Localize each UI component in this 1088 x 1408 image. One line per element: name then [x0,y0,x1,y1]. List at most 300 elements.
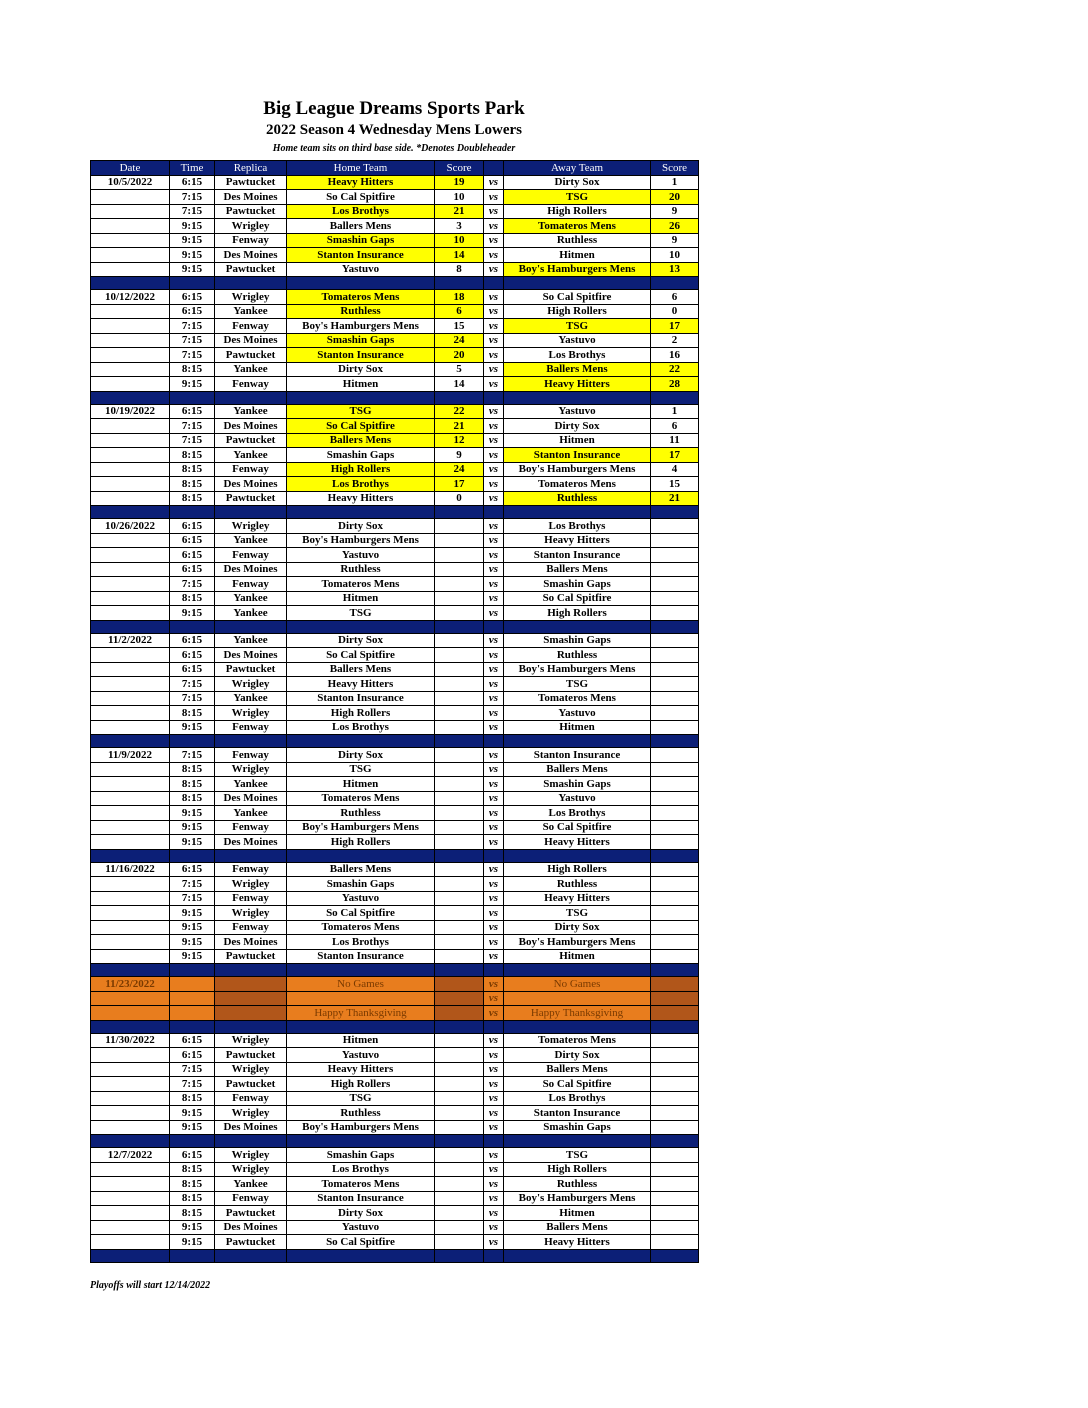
game-replica: Wrigley [215,706,287,721]
game-time: 9:15 [170,606,215,621]
separator-cell [215,277,287,290]
separator-cell [504,964,651,977]
away-score [651,720,699,735]
playoffs-note: Playoffs will start 12/14/2022 [90,1280,211,1291]
vs-label: vs [484,1091,504,1106]
game-replica: Des Moines [215,419,287,434]
away-team: Los Brothys [504,348,651,363]
game-replica: Wrigley [215,519,287,534]
separator-cell [435,964,484,977]
table-row [91,606,699,621]
table-row [91,1033,699,1048]
game-replica: Wrigley [215,877,287,892]
vs-label: vs [484,633,504,648]
game-time: 9:15 [170,720,215,735]
game-time: 7:15 [170,677,215,692]
col-header-replica: Replica [215,161,287,176]
game-replica: Wrigley [215,1033,287,1048]
away-team: No Games [504,977,651,992]
separator-cell [651,620,699,633]
game-replica: Fenway [215,748,287,763]
home-team: TSG [287,1091,435,1106]
game-time: 7:15 [170,1062,215,1077]
game-replica: Yankee [215,533,287,548]
away-score: 22 [651,362,699,377]
away-score [651,691,699,706]
game-date [91,991,170,1006]
game-date [91,1106,170,1121]
table-header-row [91,161,699,176]
home-score [435,648,484,663]
game-replica: Wrigley [215,1106,287,1121]
home-team: Smashin Gaps [287,877,435,892]
game-time: 6:15 [170,648,215,663]
away-score [651,977,699,992]
separator-cell [91,1020,170,1033]
week-separator [91,506,699,519]
game-replica: Yankee [215,633,287,648]
separator-cell [651,506,699,519]
game-replica: Yankee [215,404,287,419]
home-team: High Rollers [287,706,435,721]
home-score [435,777,484,792]
separator-cell [504,277,651,290]
home-team: Tomateros Mens [287,1177,435,1192]
away-score [651,949,699,964]
game-time: 9:15 [170,949,215,964]
away-score [651,820,699,835]
home-score [435,977,484,992]
home-score [435,562,484,577]
away-team: Hitmen [504,1206,651,1221]
home-team: Happy Thanksgiving [287,1006,435,1021]
game-date [91,204,170,219]
away-score: 9 [651,233,699,248]
game-replica: Fenway [215,319,287,334]
table-row [91,1106,699,1121]
separator-cell [287,964,435,977]
page-title: Big League Dreams Sports Park [263,98,525,119]
separator-cell [215,391,287,404]
away-team: So Cal Spitfire [504,1077,651,1092]
game-replica: Wrigley [215,1062,287,1077]
vs-label: vs [484,920,504,935]
home-team: High Rollers [287,835,435,850]
game-date [91,777,170,792]
holiday-row [91,1006,699,1021]
game-date: 10/12/2022 [91,290,170,305]
col-header-home-team: Home Team [287,161,435,176]
away-score [651,748,699,763]
game-replica: Pawtucket [215,204,287,219]
game-replica: Fenway [215,920,287,935]
home-team: Boy's Hamburgers Mens [287,1120,435,1135]
away-score: 17 [651,319,699,334]
separator-cell [91,849,170,862]
game-date [91,1077,170,1092]
home-score [435,935,484,950]
game-time: 9:15 [170,820,215,835]
vs-label: vs [484,835,504,850]
game-time: 6:15 [170,1033,215,1048]
home-score: 21 [435,204,484,219]
game-replica: Des Moines [215,477,287,492]
table-row [91,949,699,964]
game-time: 8:15 [170,591,215,606]
home-score [435,906,484,921]
vs-label: vs [484,1148,504,1163]
separator-cell [484,1135,504,1148]
game-time: 9:15 [170,1106,215,1121]
table-row [91,577,699,592]
vs-label: vs [484,1062,504,1077]
home-team [287,991,435,1006]
home-team: Yastuvo [287,891,435,906]
home-team: Heavy Hitters [287,491,435,506]
game-date [91,319,170,334]
game-time: 7:15 [170,433,215,448]
vs-label: vs [484,1077,504,1092]
away-team: Ruthless [504,648,651,663]
game-replica: Des Moines [215,648,287,663]
game-replica: Pawtucket [215,662,287,677]
separator-cell [215,1135,287,1148]
separator-cell [287,506,435,519]
table-row [91,648,699,663]
away-team: High Rollers [504,1162,651,1177]
game-date [91,548,170,563]
game-time: 9:15 [170,906,215,921]
away-team: Boy's Hamburgers Mens [504,935,651,950]
separator-cell [91,391,170,404]
table-row [91,891,699,906]
home-score: 15 [435,319,484,334]
away-score [651,1177,699,1192]
week-separator [91,1135,699,1148]
home-team: Stanton Insurance [287,949,435,964]
away-team: Ballers Mens [504,562,651,577]
home-score [435,862,484,877]
vs-label: vs [484,1048,504,1063]
table-row [91,633,699,648]
home-score [435,519,484,534]
game-time: 9:15 [170,233,215,248]
home-score [435,1162,484,1177]
col-header-away-score: Score [651,161,699,176]
table-row [91,1220,699,1235]
table-row [91,562,699,577]
separator-cell [504,735,651,748]
game-time: 6:15 [170,304,215,319]
separator-cell [484,620,504,633]
away-score [651,548,699,563]
table-row [91,448,699,463]
game-time: 6:15 [170,633,215,648]
away-score [651,662,699,677]
table-row [91,1062,699,1077]
home-team: Dirty Sox [287,362,435,377]
game-replica: Fenway [215,820,287,835]
vs-label: vs [484,362,504,377]
vs-label: vs [484,204,504,219]
home-team: Ballers Mens [287,662,435,677]
away-score [651,1191,699,1206]
game-time: 7:15 [170,891,215,906]
game-date [91,949,170,964]
week-separator [91,849,699,862]
away-team: Tomateros Mens [504,219,651,234]
separator-cell [287,735,435,748]
game-replica: Pawtucket [215,262,287,277]
separator-cell [504,1249,651,1262]
away-team: So Cal Spitfire [504,290,651,305]
home-score: 20 [435,348,484,363]
home-score: 14 [435,377,484,392]
vs-label: vs [484,477,504,492]
away-score [651,1106,699,1121]
game-replica: Des Moines [215,333,287,348]
away-team: Dirty Sox [504,419,651,434]
game-replica: Des Moines [215,791,287,806]
away-score: 0 [651,304,699,319]
game-date [91,448,170,463]
home-score [435,720,484,735]
game-replica: Des Moines [215,1220,287,1235]
table-row [91,835,699,850]
home-score [435,1191,484,1206]
away-score [651,577,699,592]
away-score [651,1148,699,1163]
vs-label: vs [484,662,504,677]
home-team: TSG [287,404,435,419]
game-replica: Yankee [215,448,287,463]
game-date [91,591,170,606]
game-date [91,891,170,906]
home-score [435,1206,484,1221]
home-score [435,748,484,763]
away-team: Hitmen [504,720,651,735]
game-date: 11/30/2022 [91,1033,170,1048]
home-team: Hitmen [287,777,435,792]
home-score [435,877,484,892]
game-time: 8:15 [170,1162,215,1177]
table-row [91,762,699,777]
game-date: 11/2/2022 [91,633,170,648]
away-team: Smashin Gaps [504,1120,651,1135]
away-score [651,791,699,806]
game-replica: Des Moines [215,1120,287,1135]
home-score: 24 [435,462,484,477]
table-row [91,1235,699,1250]
game-date: 11/23/2022 [91,977,170,992]
separator-cell [651,849,699,862]
away-score: 21 [651,491,699,506]
game-replica: Des Moines [215,190,287,205]
away-score [651,1206,699,1221]
home-score [435,820,484,835]
away-score: 6 [651,290,699,305]
week-separator [91,1249,699,1262]
game-date [91,219,170,234]
separator-cell [504,620,651,633]
home-score [435,991,484,1006]
table-row [91,304,699,319]
separator-cell [651,277,699,290]
separator-cell [170,1020,215,1033]
vs-label: vs [484,1106,504,1121]
page-note: Home team sits on third base side. *Denotes Doubleheader [272,143,516,154]
game-time: 8:15 [170,1206,215,1221]
vs-label: vs [484,949,504,964]
table-row [91,175,699,190]
away-score [651,1235,699,1250]
separator-cell [484,1249,504,1262]
game-date: 11/16/2022 [91,862,170,877]
home-team: Yastuvo [287,1220,435,1235]
separator-cell [215,620,287,633]
separator-cell [651,391,699,404]
home-team: So Cal Spitfire [287,419,435,434]
vs-label: vs [484,319,504,334]
home-score [435,1033,484,1048]
vs-label: vs [484,1220,504,1235]
game-time: 8:15 [170,762,215,777]
home-score [435,1006,484,1021]
separator-cell [215,1020,287,1033]
game-date: 10/19/2022 [91,404,170,419]
home-score: 10 [435,190,484,205]
home-team: Dirty Sox [287,519,435,534]
separator-cell [91,1135,170,1148]
home-score: 10 [435,233,484,248]
home-team: Stanton Insurance [287,691,435,706]
week-separator [91,1020,699,1033]
game-replica: Des Moines [215,248,287,263]
table-row [91,862,699,877]
away-team: So Cal Spitfire [504,820,651,835]
away-team: Smashin Gaps [504,777,651,792]
game-replica: Pawtucket [215,1206,287,1221]
table-row [91,777,699,792]
game-replica: Wrigley [215,1148,287,1163]
separator-cell [170,1135,215,1148]
game-replica [215,991,287,1006]
table-row [91,362,699,377]
home-team: Heavy Hitters [287,677,435,692]
away-team: Dirty Sox [504,1048,651,1063]
home-score: 18 [435,290,484,305]
table-row [91,706,699,721]
game-time: 8:15 [170,362,215,377]
separator-cell [170,506,215,519]
game-replica: Wrigley [215,677,287,692]
away-score: 1 [651,404,699,419]
away-score: 20 [651,190,699,205]
separator-cell [170,391,215,404]
game-replica: Yankee [215,691,287,706]
table-row [91,820,699,835]
away-team: Ruthless [504,1177,651,1192]
home-score [435,1148,484,1163]
game-time: 9:15 [170,219,215,234]
col-header-vs [484,161,504,176]
vs-label: vs [484,762,504,777]
game-date [91,720,170,735]
game-date [91,1235,170,1250]
separator-cell [484,277,504,290]
separator-cell [435,1249,484,1262]
home-team: So Cal Spitfire [287,648,435,663]
vs-label: vs [484,862,504,877]
away-team: Ruthless [504,877,651,892]
away-score: 17 [651,448,699,463]
away-score: 10 [651,248,699,263]
away-score [651,633,699,648]
away-score: 13 [651,262,699,277]
week-separator [91,391,699,404]
game-time: 7:15 [170,190,215,205]
table-row [91,691,699,706]
table-row [91,677,699,692]
game-replica: Yankee [215,304,287,319]
away-team: Boy's Hamburgers Mens [504,662,651,677]
game-time: 9:15 [170,262,215,277]
away-score [651,677,699,692]
game-time: 6:15 [170,862,215,877]
separator-cell [91,735,170,748]
away-team: Tomateros Mens [504,1033,651,1048]
vs-label: vs [484,519,504,534]
away-team: High Rollers [504,304,651,319]
away-score [651,906,699,921]
game-replica: Fenway [215,862,287,877]
table-row [91,1148,699,1163]
home-team: Tomateros Mens [287,577,435,592]
away-team: Dirty Sox [504,175,651,190]
away-score: 28 [651,377,699,392]
game-time: 8:15 [170,448,215,463]
away-team: Yastuvo [504,333,651,348]
away-team: Ruthless [504,491,651,506]
vs-label: vs [484,791,504,806]
table-row [91,433,699,448]
away-score [651,562,699,577]
game-replica: Yankee [215,806,287,821]
vs-label: vs [484,248,504,263]
game-date [91,533,170,548]
game-date [91,1220,170,1235]
separator-cell [287,277,435,290]
away-team: Dirty Sox [504,920,651,935]
game-time: 8:15 [170,477,215,492]
separator-cell [435,620,484,633]
home-team: Ruthless [287,562,435,577]
separator-cell [435,1020,484,1033]
vs-label: vs [484,1120,504,1135]
game-time: 7:15 [170,577,215,592]
vs-label: vs [484,977,504,992]
away-team [504,991,651,1006]
away-team: Stanton Insurance [504,1106,651,1121]
game-date: 11/9/2022 [91,748,170,763]
game-date [91,935,170,950]
vs-label: vs [484,262,504,277]
separator-cell [91,620,170,633]
vs-label: vs [484,190,504,205]
game-replica: Des Moines [215,935,287,950]
game-date [91,262,170,277]
home-score [435,891,484,906]
